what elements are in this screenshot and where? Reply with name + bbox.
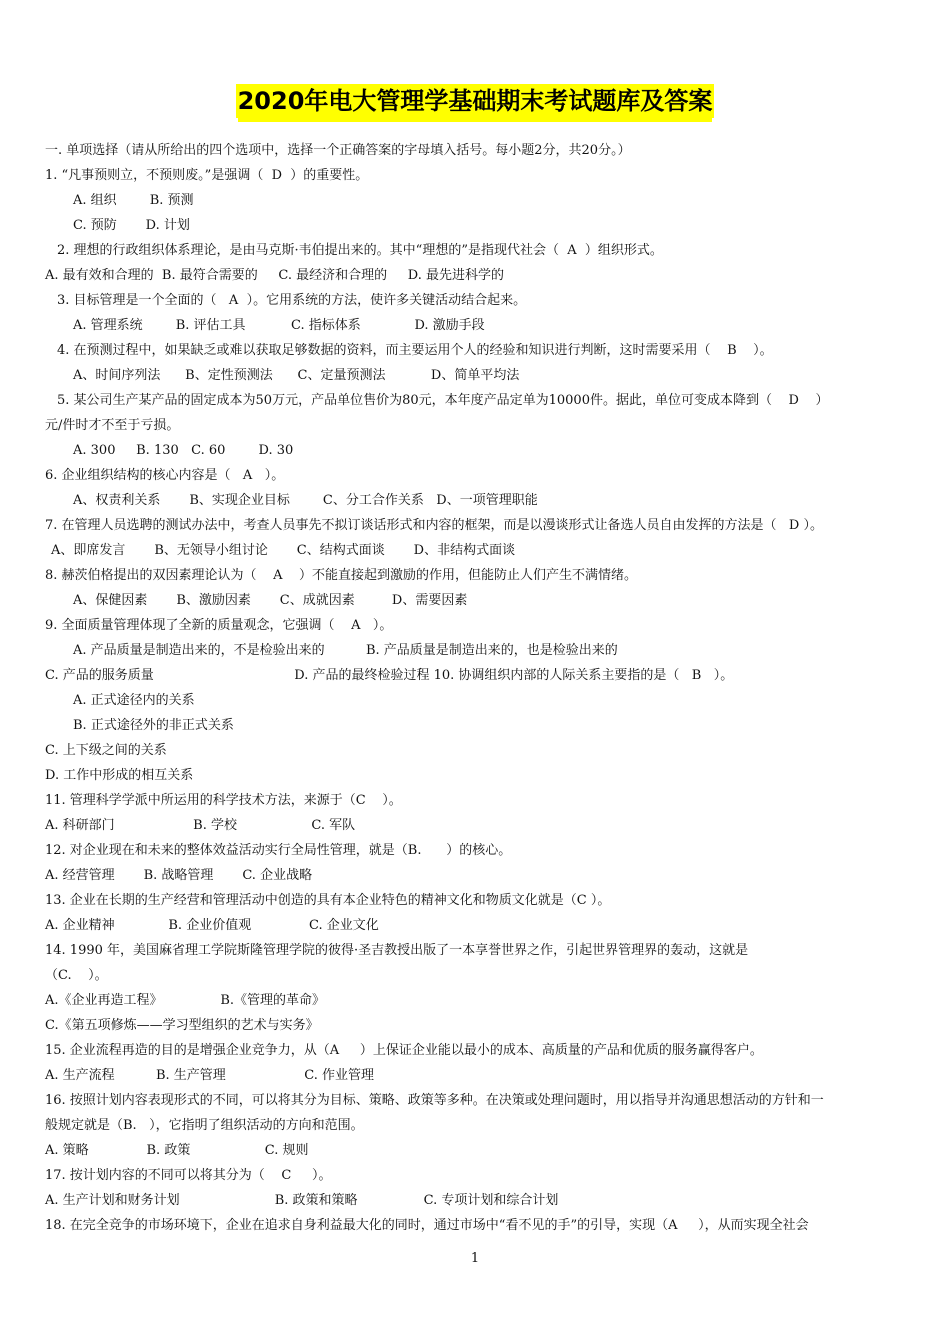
text-line [45, 138, 907, 163]
text-line-content: A. 300 B. 130 C. 60 D. 30 [73, 443, 294, 458]
text-line-content: 6. 企业组织结构的核心内容是（ A ）。 [45, 468, 285, 483]
text-line-content: A.《企业再造工程》 B.《管理的革命》 [45, 993, 326, 1008]
text-line-content: A. 企业精神 B. 企业价值观 C. 企业文化 [45, 918, 379, 933]
text-line-content: A. 经营管理 B. 战略管理 C. 企业战略 [45, 868, 313, 883]
text-line-content: C. 产品的服务质量 D. 产品的最终检验过程 10. 协调组织内部的人际关系主要指的是（ B ）。 [45, 668, 734, 683]
text-line [45, 1213, 907, 1238]
text-line [45, 1163, 907, 1188]
text-line [45, 163, 907, 188]
text-line-content: 16. 按照计划内容表现形式的不同，可以将其分为目标、策略、政策等多种。在决策或处理问题时，用以指导并沟通思想活动的方针和一 [45, 1093, 824, 1108]
text-line [45, 588, 907, 613]
text-line-content: A. 产品质量是制造出来的，不是检验出来的 B. 产品质量是制造出来的，也是检验出来的 [73, 643, 618, 658]
text-line [45, 838, 907, 863]
text-line-content: C. 上下级之间的关系 [45, 743, 167, 758]
text-line [45, 813, 907, 838]
text-line [45, 888, 907, 913]
text-line [45, 538, 907, 563]
text-line [45, 788, 907, 813]
text-line-content: A. 科研部门 B. 学校 C. 军队 [45, 818, 356, 833]
text-line [45, 463, 907, 488]
text-line-content: A. 生产计划和财务计划 B. 政策和策略 C. 专项计划和综合计划 [45, 1193, 559, 1208]
text-line [45, 1113, 907, 1138]
text-line-content: 1. “凡事预则立，不预则废。”是强调（ D ）的重要性。 [45, 168, 369, 183]
text-line [45, 513, 907, 538]
text-line-content: 11. 管理科学学派中所运用的科学技术方法，来源于（C ）。 [45, 793, 402, 808]
text-line [45, 438, 907, 463]
text-line [45, 563, 907, 588]
text-line [45, 1013, 907, 1038]
text-line-content: 8. 赫茨伯格提出的双因素理论认为（ A ）不能直接起到激励的作用，但能防止人们产生不满情绪。 [45, 568, 637, 583]
text-line-content: A. 策略 B. 政策 C. 规则 [45, 1143, 309, 1158]
text-line-content: 5. 某公司生产某产品的固定成本为50万元，产品单位售价为80元，本年度产品定单为10000件。据此，单位可变成本降到（ D ） [57, 393, 829, 408]
text-line [45, 688, 907, 713]
text-line [45, 713, 907, 738]
text-line-content: C.《第五项修炼——学习型组织的艺术与实务》 [45, 1018, 319, 1033]
text-line-content: A、保健因素 B、激励因素 C、成就因素 D、需要因素 [73, 593, 468, 608]
text-line [45, 238, 907, 263]
text-line-content: 15. 企业流程再造的目的是增强企业竞争力，从（A ）上保证企业能以最小的成本、高质量的产品和优质的服务赢得客户。 [45, 1043, 763, 1058]
text-line-content: 元/件时才不至于亏损。 [45, 418, 180, 433]
text-line [45, 188, 907, 213]
text-line-content: A. 最有效和合理的 B. 最符合需要的 C. 最经济和合理的 D. 最先进科学的 [45, 268, 505, 283]
text-line-content: A、时间序列法 B、定性预测法 C、定量预测法 D、简单平均法 [73, 368, 520, 383]
text-line-content: 14. 1990 年，美国麻省理工学院斯隆管理学院的彼得·圣吉教授出版了一本享誉世界之作，引起世界管理界的轰动，这就是 [45, 943, 749, 958]
text-line-content: 3. 目标管理是一个全面的（ A ）。它用系统的方法，使许多关键活动结合起来。 [57, 293, 527, 308]
text-line [45, 413, 907, 438]
text-line-content: A. 生产流程 B. 生产管理 C. 作业管理 [45, 1068, 375, 1083]
text-line [45, 488, 907, 513]
text-line [45, 263, 907, 288]
text-line [45, 1188, 907, 1213]
text-line [45, 1138, 907, 1163]
text-line [45, 988, 907, 1013]
text-line [45, 938, 907, 963]
page-title-text: 2020年电大管理学基础期末考试题库及答案 [237, 87, 713, 115]
document-body [45, 138, 907, 1238]
text-line [45, 738, 907, 763]
page-title [236, 84, 715, 118]
text-line-content: 17. 按计划内容的不同可以将其分为（ C ）。 [45, 1168, 332, 1183]
text-line-content: A. 管理系统 B. 评估工具 C. 指标体系 D. 激励手段 [73, 318, 485, 333]
text-line [45, 363, 907, 388]
text-line-content: A、权责利关系 B、实现企业目标 C、分工合作关系 D、一项管理职能 [73, 493, 538, 508]
text-line [45, 388, 907, 413]
text-line [45, 313, 907, 338]
text-line-content: C. 预防 D. 计划 [73, 218, 190, 233]
text-line-content: 4. 在预测过程中，如果缺乏或难以获取足够数据的资料，而主要运用个人的经验和知识进行判断，这时需要采用（ B ）。 [57, 343, 773, 358]
text-line-content: B. 正式途径外的非正式关系 [73, 718, 234, 733]
text-line-content: A. 正式途径内的关系 [73, 693, 195, 708]
text-line [45, 638, 907, 663]
text-line [45, 1038, 907, 1063]
text-line-content: A、即席发言 B、无领导小组讨论 C、结构式面谈 D、非结构式面谈 [51, 543, 516, 558]
text-line-content: 般规定就是（B. ），它指明了组织活动的方向和范围。 [45, 1118, 364, 1133]
text-line-content: A. 组织 B. 预测 [73, 193, 194, 208]
text-line-content: 7. 在管理人员选聘的测试办法中，考查人员事先不拟订谈话形式和内容的框架，而是以漫谈形式让备选人员自由发挥的方法是（ D ）。 [45, 518, 823, 533]
text-line [45, 663, 907, 688]
text-line-content: 2. 理想的行政组织体系理论，是由马克斯·韦伯提出来的。其中“理想的”是指现代社会（ A ）组织形式。 [57, 243, 663, 258]
text-line [45, 913, 907, 938]
text-line [45, 1063, 907, 1088]
text-line [45, 213, 907, 238]
text-line-content: D. 工作中形成的相互关系 [45, 768, 194, 783]
text-line-content: 13. 企业在长期的生产经营和管理活动中创造的具有本企业特色的精神文化和物质文化就是（C ）。 [45, 893, 611, 908]
title-wrap [0, 84, 950, 118]
text-line-content: 一. 单项选择（请从所给出的四个选项中，选择一个正确答案的字母填入括号。每小题2分，共20分。） [45, 143, 631, 158]
text-line-content: 18. 在完全竞争的市场环境下，企业在追求自身利益最大化的同时，通过市场中“看不见的手”的引导，实现（A ），从而实现全社会 [45, 1218, 809, 1233]
text-line [45, 288, 907, 313]
text-line [45, 613, 907, 638]
text-line-content: （C. ）。 [45, 968, 108, 983]
text-line [45, 338, 907, 363]
page-number: 1 [470, 1251, 480, 1266]
text-line [45, 963, 907, 988]
text-line [45, 863, 907, 888]
text-line-content: 12. 对企业现在和未来的整体效益活动实行全局性管理，就是（B. ）的核心。 [45, 843, 512, 858]
text-line [45, 1088, 907, 1113]
text-line-content: 9. 全面质量管理体现了全新的质量观念，它强调（ A ）。 [45, 618, 393, 633]
text-line [45, 763, 907, 788]
